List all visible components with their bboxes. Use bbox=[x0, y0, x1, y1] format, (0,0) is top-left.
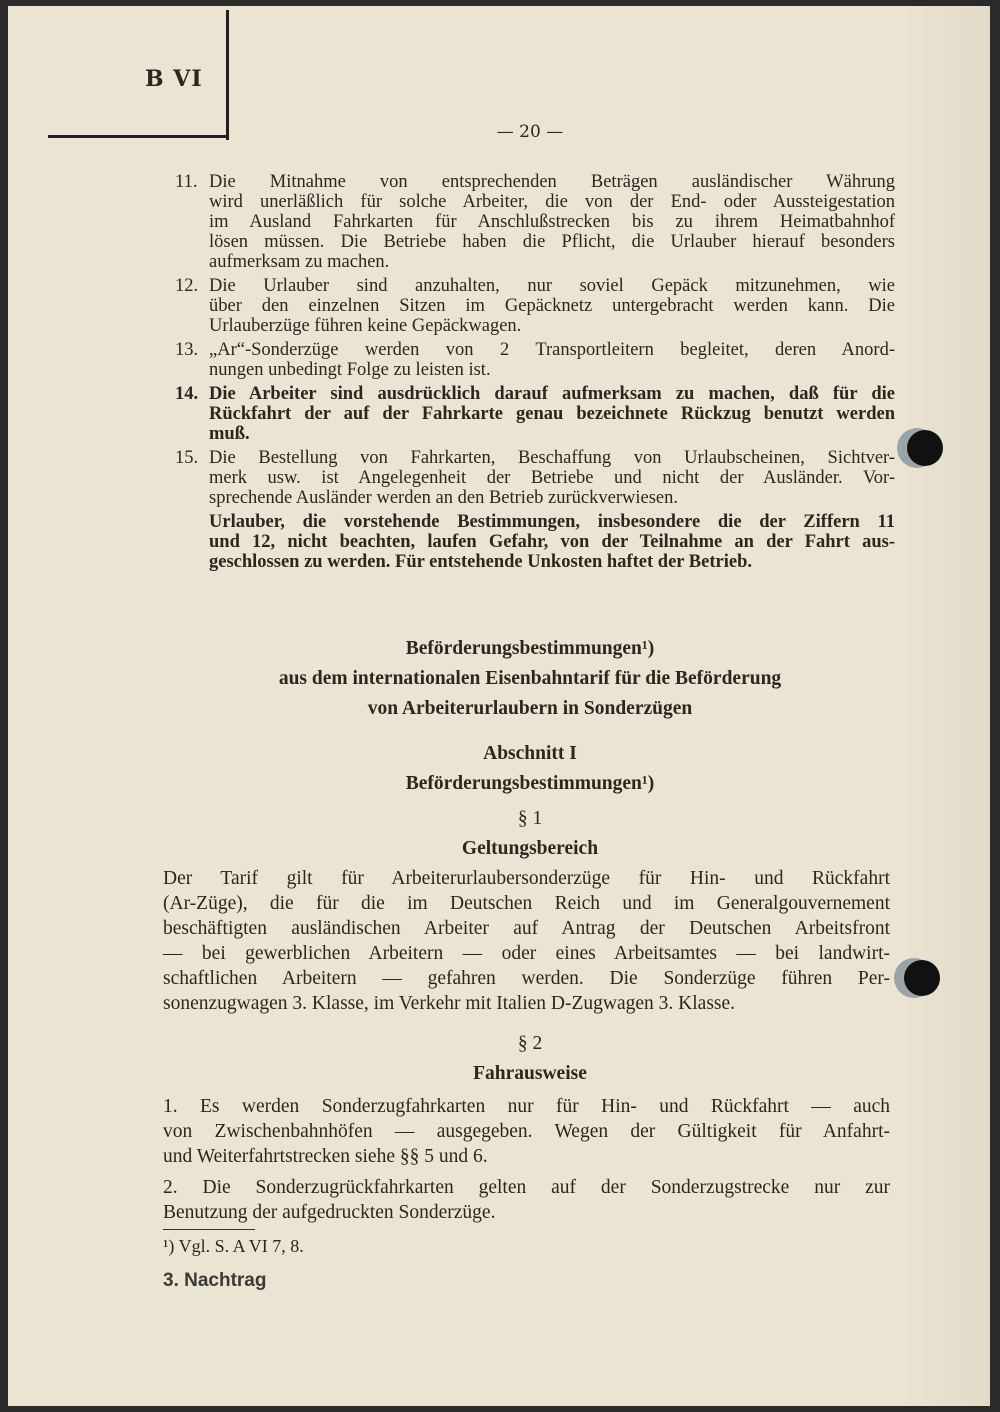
text-line: Die Bestellung von Fahrkarten, Beschaffung von Urlaubscheinen, Sichtver- bbox=[209, 448, 895, 468]
item-text bbox=[209, 384, 895, 444]
text-line: Der Tarif gilt für Arbeiterurlaubersonderzüge für Hin- und Rückfahrt bbox=[163, 868, 890, 889]
text-line: (Ar-Züge), die für die im Deutschen Reich und im Generalgouvernement bbox=[163, 893, 890, 914]
footnote-rule bbox=[163, 1229, 255, 1230]
item-text bbox=[209, 340, 895, 380]
title-line-3: von Arbeiterurlaubern in Sonderzügen bbox=[367, 698, 693, 719]
footnote: ¹) Vgl. S. A VI 7, 8. bbox=[163, 1236, 304, 1256]
text-line: wird unerläßlich für solche Arbeiter, die von der End- oder Aussteigestation bbox=[209, 192, 895, 212]
item-number: 13. bbox=[175, 340, 199, 360]
item-number: 15. bbox=[175, 448, 199, 468]
text-line: beschäftigten ausländischen Arbeiter auf Antrag der Deutschen Arbeitsfront bbox=[163, 918, 890, 939]
item-text bbox=[209, 172, 895, 272]
text-line: 2. Die Sonderzugrückfahrkarten gelten auf der Sonderzugstrecke nur zur bbox=[163, 1177, 890, 1198]
text-line: Benutzung der aufgedruckten Sonderzüge. bbox=[163, 1202, 496, 1223]
text-line: merk usw. ist Angelegenheit der Betriebe und nicht der Ausländer. Vor- bbox=[209, 468, 895, 488]
text-line: im Ausland Fahrkarten für Anschlußstrecken bis zu ihrem Heimatbahnhof bbox=[209, 212, 895, 232]
list-item bbox=[175, 276, 895, 336]
text-line: nungen unbedingt Folge zu leisten ist. bbox=[209, 360, 491, 380]
section-name: Abschnitt I bbox=[483, 743, 577, 764]
text-line: „Ar“-Sonderzüge werden von 2 Transportleitern begleitet, deren Anord- bbox=[209, 340, 895, 360]
item-number: 14. bbox=[175, 384, 199, 404]
page-number: — 20 — bbox=[496, 122, 564, 142]
title-line-2: aus dem internationalen Eisenbahntarif für die Beförderung bbox=[278, 668, 782, 689]
list-item bbox=[175, 448, 895, 508]
paragraph-1-body bbox=[163, 866, 890, 1016]
text-line: Die Mitnahme von entsprechenden Beträgen ausländischer Währung bbox=[209, 172, 895, 192]
text-line: 1. Es werden Sonderzugfahrkarten nur für Hin- und Rückfahrt — auch bbox=[163, 1096, 890, 1117]
item-number: 12. bbox=[175, 276, 199, 296]
text-line: sonenzugwagen 3. Klasse, im Verkehr mit Italien D-Zugwagen 3. Klasse. bbox=[163, 993, 736, 1014]
text-line: Die Urlauber sind anzuhalten, nur soviel Gepäck mitzunehmen, wie bbox=[209, 276, 895, 296]
paragraph-2-item-2 bbox=[163, 1175, 890, 1225]
paragraph-symbol-1: § 1 bbox=[517, 808, 543, 829]
text-line: Urlauberzüge führen keine Gepäckwagen. bbox=[209, 316, 522, 336]
text-line: aufmerksam zu machen. bbox=[209, 252, 390, 272]
paragraph-heading-1: Geltungsbereich bbox=[461, 838, 599, 859]
text-line: und Weiterfahrtstrecken siehe §§ 5 und 6. bbox=[163, 1146, 488, 1167]
header-box-border bbox=[226, 10, 229, 140]
list-item bbox=[175, 340, 895, 380]
list-item bbox=[175, 172, 895, 272]
item-text bbox=[209, 448, 895, 508]
series-label: B VI bbox=[145, 66, 203, 92]
text-line: über den einzelnen Sitzen im Gepäcknetz untergebracht werden kann. Die bbox=[209, 296, 895, 316]
text-line: lösen müssen. Die Betriebe haben die Pflicht, die Urlauber hierauf besonders bbox=[209, 232, 895, 252]
text-line: von Zwischenbahnhöfen — ausgegeben. Wegen der Gültigkeit für Anfahrt- bbox=[163, 1121, 890, 1142]
text-line: muß. bbox=[209, 424, 250, 444]
text-line: und 12, nicht beachten, laufen Gefahr, von der Teilnahme an der Fahrt aus- bbox=[209, 532, 895, 552]
text-line: Rückfahrt der auf der Fahrkarte genau bezeichnete Rückzug benutzt werden bbox=[209, 404, 895, 424]
item-text bbox=[209, 276, 895, 336]
punch-hole bbox=[907, 430, 943, 466]
numbered-items bbox=[175, 172, 895, 572]
paragraph-symbol-2: § 2 bbox=[517, 1033, 543, 1054]
list-item bbox=[175, 384, 895, 444]
text-line: — bei gewerblichen Arbeitern — oder eines Arbeitsamtes — bei landwirt- bbox=[163, 943, 890, 964]
text-line: Urlauber, die vorstehende Bestimmungen, insbesondere die der Ziffern 11 bbox=[209, 512, 895, 532]
item-number: 11. bbox=[175, 172, 198, 192]
text-line: geschlossen zu werden. Für entstehende Unkosten haftet der Betrieb. bbox=[209, 552, 752, 572]
warning-note bbox=[209, 512, 895, 572]
text-line: schaftlichen Arbeitern — gefahren werden. Die Sonderzüge führen Per- bbox=[163, 968, 890, 989]
text-line: sprechende Ausländer werden an den Betrieb zurückverwiesen. bbox=[209, 488, 678, 508]
section-subtitle: Beförderungsbestimmungen¹) bbox=[405, 773, 655, 794]
paragraph-2-item-1 bbox=[163, 1094, 890, 1169]
text-line: Die Arbeiter sind ausdrücklich darauf aufmerksam zu machen, daß für die bbox=[209, 384, 895, 404]
supplement-label: 3. Nachtrag bbox=[163, 1270, 267, 1291]
title-line-1: Beförderungsbestimmungen¹) bbox=[405, 638, 655, 659]
paragraph-heading-2: Fahrausweise bbox=[473, 1063, 587, 1084]
punch-hole bbox=[904, 960, 940, 996]
